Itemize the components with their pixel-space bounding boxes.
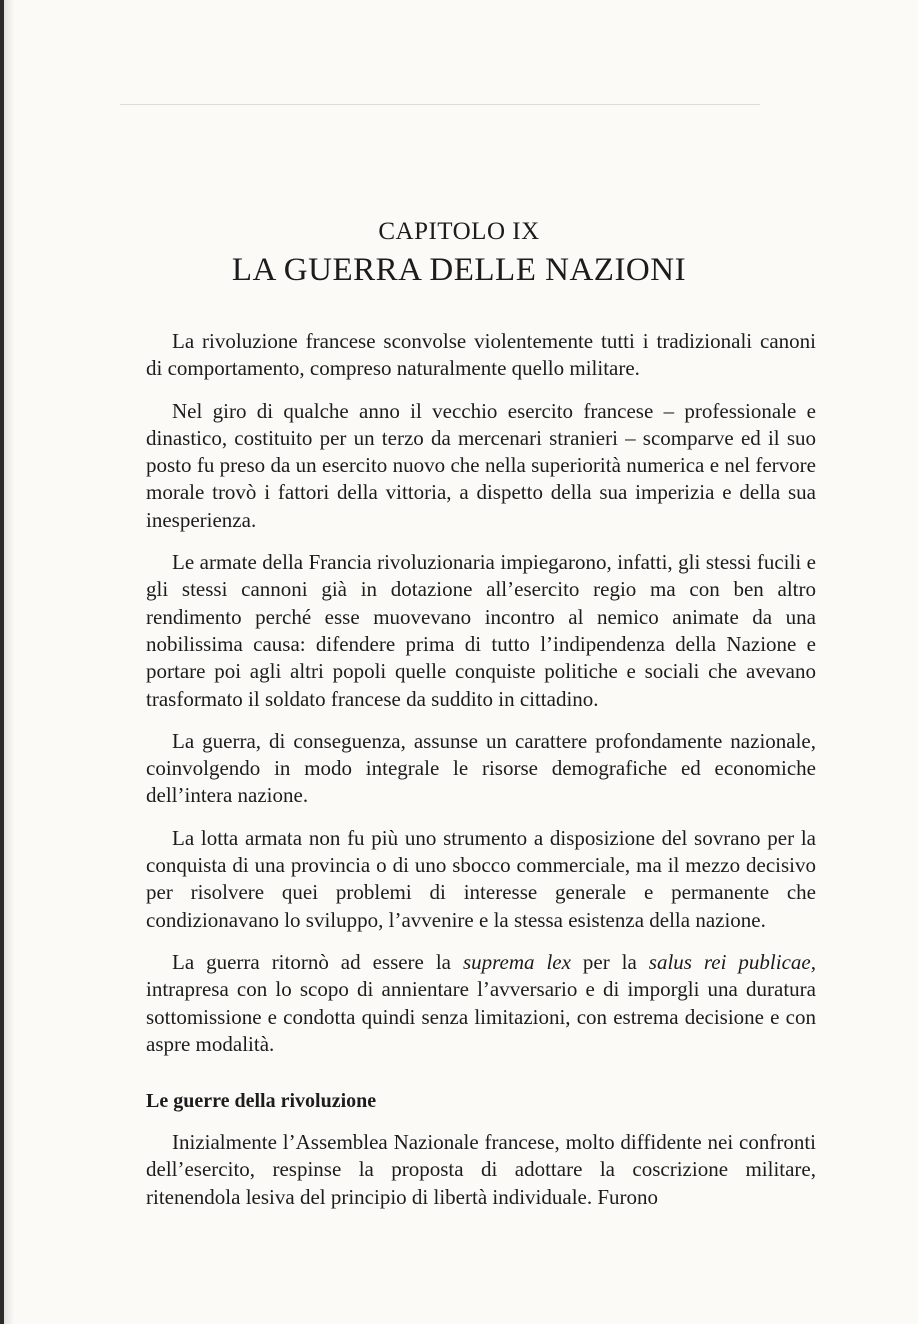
paragraph-6: [146, 949, 816, 1058]
italic-salus-rei-publicae: salus rei publicae,: [648, 949, 816, 974]
paragraph-6-part-e: intrapresa con lo scopo di annientare l’avversario e di imporgli una duratura sottomissione e condotta quindi senza limitazioni, con estrema decisione e con aspre modalità.: [146, 977, 816, 1056]
paragraph-5: La lotta armata non fu più uno strumento a disposizione del sovrano per la conquista di una provincia o di uno sbocco commerciale, ma il mezzo decisivo per risolvere quei problemi di interesse generale e permanente che condizionavano lo sviluppo, l’avvenire e la stessa esistenza della nazione.: [146, 825, 816, 932]
chapter-label: CAPITOLO IX: [378, 218, 540, 245]
paragraph-1: La rivoluzione francese sconvolse violentemente tutti i tradizionali canoni di comportamento, compreso naturalmente quello militare.: [146, 329, 816, 381]
italic-suprema-lex: suprema lex: [462, 949, 571, 974]
paragraph-3: Le armate della Francia rivoluzionaria impiegarono, infatti, gli stessi fucili e gli stessi cannoni già in dotazione all’esercito regio ma con ben altro rendimento perché esse muovevano incontro al nemico animate da una nobilissima causa: difendere prima di tutto l’indipendenza della Nazione e portare poi agli altri popoli quelle conquiste politiche e sociali che avevano trasformato il soldato francese da suddito in cittadino.: [146, 550, 816, 711]
paragraph-6-part-c: per la: [570, 949, 649, 974]
body-text: [146, 328, 816, 1226]
page-binding-shadow: [4, 0, 14, 1324]
bleed-through-rule: [120, 104, 760, 105]
paragraph-2: Nel giro di qualche anno il vecchio esercito francese – professionale e dinastico, costituito per un terzo da mercenari stranieri – scomparve ed il suo posto fu preso da un esercito nuovo che nella superiorità numerica e nel fervore morale trovò i fattori della vittoria, a dispetto della sua imperizia e della sua inesperienza.: [146, 398, 816, 532]
paragraph-4: La guerra, di conseguenza, assunse un carattere profondamente nazionale, coinvolgendo in modo integrale le risorse demografiche ed economiche dell’intera nazione.: [146, 728, 816, 808]
section-paragraph-1: Inizialmente l’Assemblea Nazionale francese, molto diffidente nei confronti dell’esercito, respinse la proposta di adottare la coscrizione militare, ritenendola lesiva del principio di libertà individuale. Furono: [146, 1130, 816, 1209]
paragraph-6-part-a: La guerra ritornò ad essere la: [172, 949, 463, 974]
chapter-title: LA GUERRA DELLE NAZIONI: [231, 252, 687, 288]
section-heading: Le guerre della rivoluzione: [146, 1090, 377, 1113]
